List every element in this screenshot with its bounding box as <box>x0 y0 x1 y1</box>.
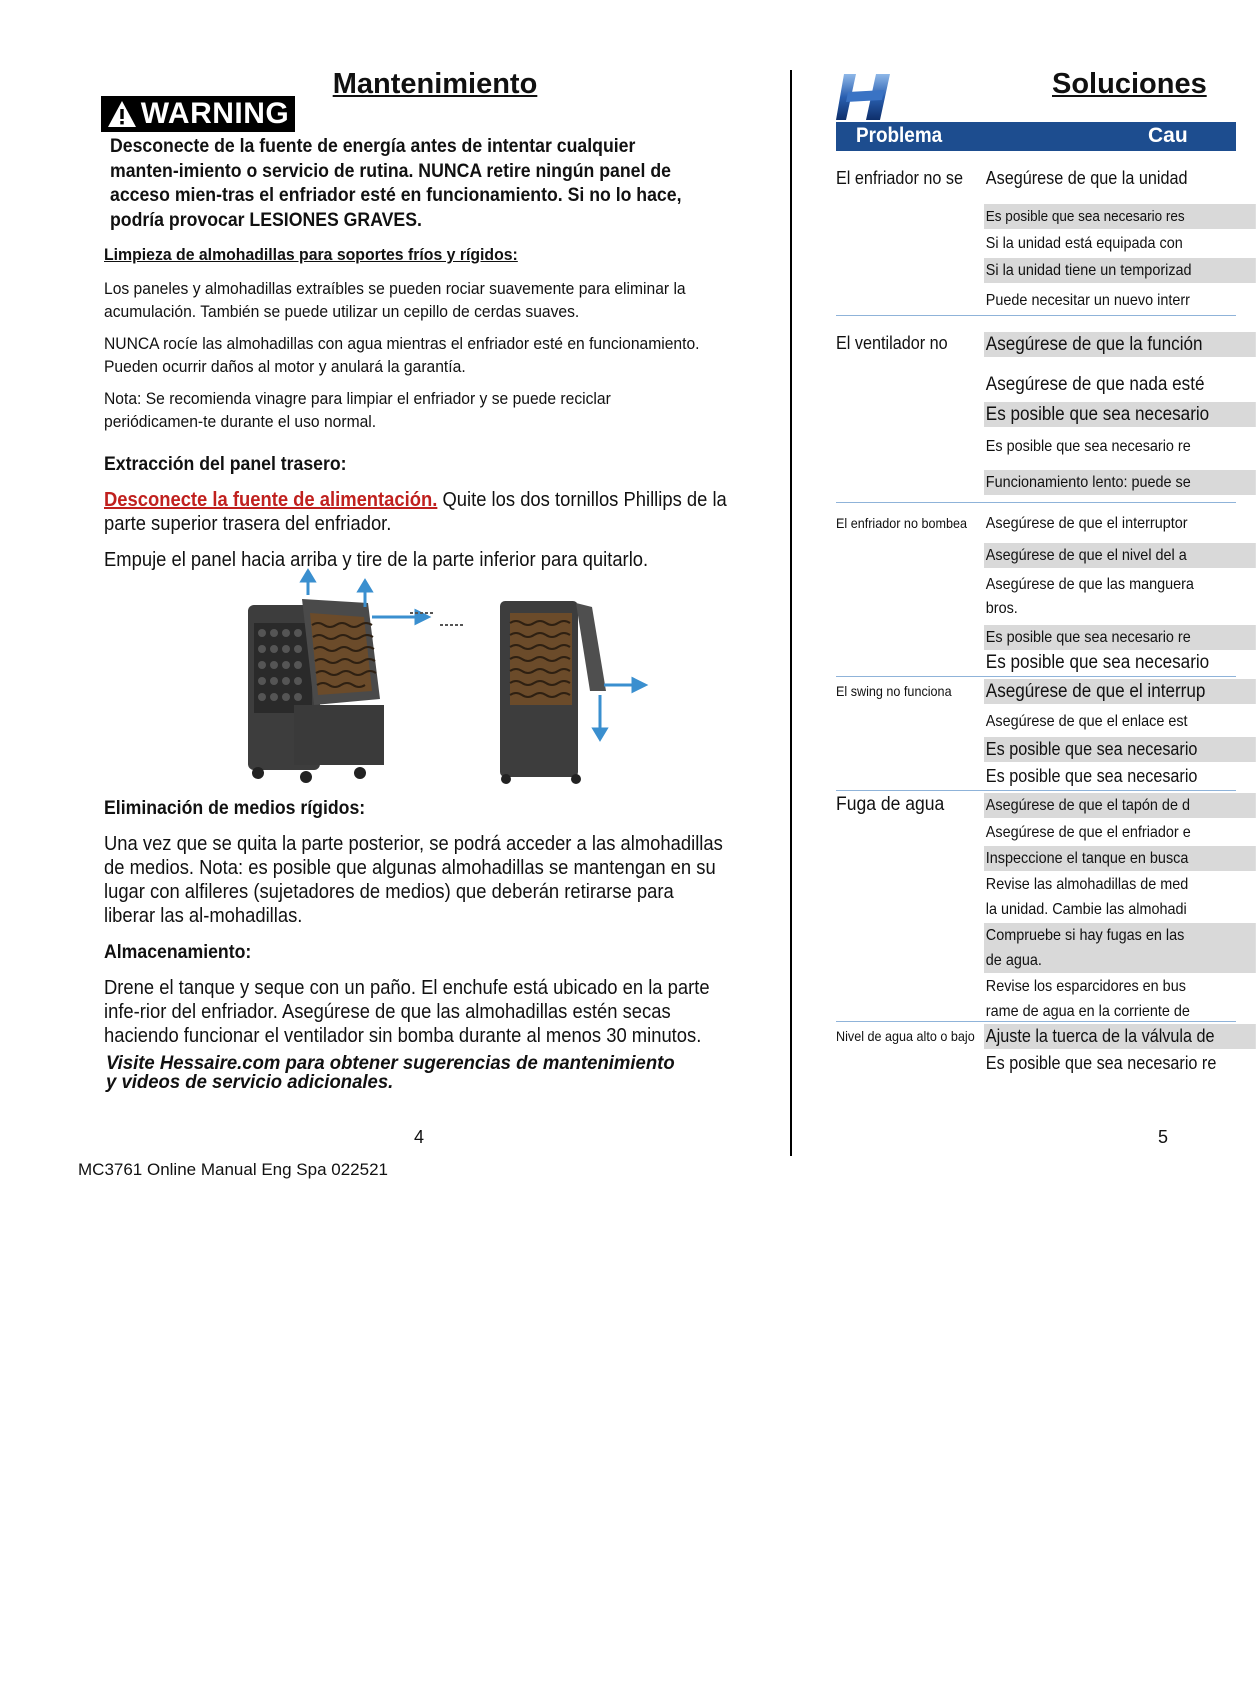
warning-badge <box>101 96 295 132</box>
cause-line: Revise los esparcidores en bus <box>985 978 1186 995</box>
page-title: Mantenimiento <box>332 68 538 100</box>
footer-document-id: MC3761 Online Manual Eng Spa 022521 <box>78 1160 388 1179</box>
cause-line: Puede necesitar un nuevo interr <box>985 292 1190 309</box>
cause-line: Es posible que sea necesario <box>985 766 1198 786</box>
cause-line: Funcionamiento lento: puede se <box>984 470 1256 495</box>
problem-2: El ventilador no <box>836 333 948 353</box>
cause-line: Asegúrese de que el tapón de d <box>984 793 1256 818</box>
warning-label: WARNING <box>140 97 290 130</box>
disconnect-power-link[interactable]: Desconecte la fuente de alimentación. <box>104 489 438 511</box>
row-separator <box>836 502 1236 503</box>
problem-3: El enfriador no bombea <box>836 515 967 531</box>
page-number-right: 5 <box>1158 1127 1169 1147</box>
rear-panel-paragraph-1-text: Quite los dos tornillos Phillips de la parte superior trasera del enfriador. <box>104 489 727 535</box>
cause-line: Compruebe si hay fugas en las <box>984 923 1256 948</box>
cause-line: Es posible que sea necesario <box>985 652 1210 673</box>
cause-line: Asegúrese de que la unidad <box>985 168 1188 188</box>
problem-1: El enfriador no se <box>836 168 963 188</box>
problem-4: El swing no funciona <box>836 683 952 699</box>
cause-line: Asegúrese de que el nivel del a <box>984 543 1256 568</box>
rear-panel-removal-illustration <box>240 573 660 793</box>
cause-line: de agua. <box>984 948 1256 973</box>
cause-line: Es posible que sea necesario re <box>985 438 1191 455</box>
cause-line: Ajuste la tuerca de la válvula de <box>984 1024 1256 1049</box>
cause-line: Asegúrese de que el enfriador e <box>985 824 1191 841</box>
cooler-illustration-left <box>248 571 465 783</box>
visit-website-note <box>106 1054 675 1092</box>
cause-line: Asegúrese de que el interruptor <box>985 515 1188 532</box>
troubleshooting-table-header <box>836 122 1236 151</box>
cleaning-paragraph-2: NUNCA rocíe las almohadillas con agua mientras el enfriador esté en funcionamiento. Pueden ocurrir daños al motor y anulará la garantía. <box>104 334 700 376</box>
solutions-title: Soluciones <box>1052 68 1207 100</box>
page-number-left: 4 <box>414 1127 425 1147</box>
warning-text: Desconecte de la fuente de energía antes de intentar cualquier manten-imiento o servicio de rutina. NUNCA retire ningún panel de acceso mien-tras el enfriador esté en funcionamiento. Si no lo hace, podría provocar LESIONES GRAVES. <box>110 136 682 231</box>
cause-line: Es posible que sea necesario re <box>984 625 1256 650</box>
rear-panel-paragraph-2: Empuje el panel hacia arriba y tire de la parte inferior para quitarlo. <box>104 549 649 571</box>
storage-paragraph: Drene el tanque y seque con un paño. El enchufe está ubicado en la parte infe-rior del enfriador. Asegúrese de que las almohadillas estén secas haciendo funcionar el ventilador sin bomba durante al menos 30 minutos. <box>104 977 710 1047</box>
rear-panel-paragraph-1 <box>104 488 730 536</box>
cause-line: Asegúrese de que el enlace est <box>985 713 1188 730</box>
hessaire-logo-icon <box>836 72 898 122</box>
header-cause: Cau <box>1148 124 1188 147</box>
header-problem: Problema <box>856 124 943 147</box>
cause-line: Asegúrese de que nada esté <box>985 374 1205 395</box>
cause-line: Revise las almohadillas de med <box>985 876 1189 893</box>
cause-line: rame de agua en la corriente de <box>985 1003 1190 1020</box>
row-separator <box>836 676 1236 677</box>
cause-line: Es posible que sea necesario res <box>984 204 1256 229</box>
row-separator <box>836 790 1236 791</box>
warning-triangle-icon <box>107 100 137 128</box>
cause-line: Asegúrese de que las manguera <box>985 576 1194 593</box>
storage-heading: Almacenamiento: <box>104 942 252 963</box>
row-separator <box>836 315 1236 316</box>
rear-panel-heading: Extracción del panel trasero: <box>104 454 347 475</box>
cause-line: Si la unidad tiene un temporizad <box>984 258 1256 283</box>
cause-line: Inspeccione el tanque en busca <box>984 846 1256 871</box>
cooler-illustration-right <box>500 601 645 784</box>
cause-line: Asegúrese de que el interrup <box>984 679 1256 704</box>
cause-line: Si la unidad está equipada con <box>985 235 1183 252</box>
cleaning-paragraph-1: Los paneles y almohadillas extraíbles se pueden rociar suavemente para eliminar la acumulación. También se puede utilizar un cepillo de cerdas suaves. <box>104 279 686 321</box>
media-paragraph: Una vez que se quita la parte posterior, se podrá acceder a las almohadillas de medios. Nota: es posible que algunas almohadillas se mantengan en su lugar con alfileres (sujetadores de medios) que deberán retirarse para liberar las al-mohadillas. <box>104 833 723 927</box>
cause-line: Asegúrese de que la función <box>984 332 1256 357</box>
cause-line: Es posible que sea necesario <box>984 402 1256 427</box>
visit-line-1: Visite Hessaire.com para obtener sugerencias de mantenimiento <box>106 1052 675 1074</box>
problem-5: Fuga de agua <box>836 793 945 815</box>
cause-line: bros. <box>985 600 1018 617</box>
right-page <box>792 0 1217 1684</box>
cleaning-paragraph-3: Nota: Se recomienda vinagre para limpiar el enfriador y se puede reciclar periódicamen-te durante el uso normal. <box>104 389 611 431</box>
media-heading: Eliminación de medios rígidos: <box>104 798 366 819</box>
cause-line: Es posible que sea necesario re <box>985 1053 1217 1073</box>
problem-6: Nivel de agua alto o bajo <box>836 1028 975 1044</box>
cleaning-heading: Limpieza de almohadillas para soportes fríos y rígidos: <box>104 245 518 264</box>
cause-line: la unidad. Cambie las almohadi <box>985 901 1187 918</box>
visit-line-2: y videos de servicio adicionales. <box>106 1071 394 1093</box>
cause-line: Es posible que sea necesario <box>984 737 1256 762</box>
